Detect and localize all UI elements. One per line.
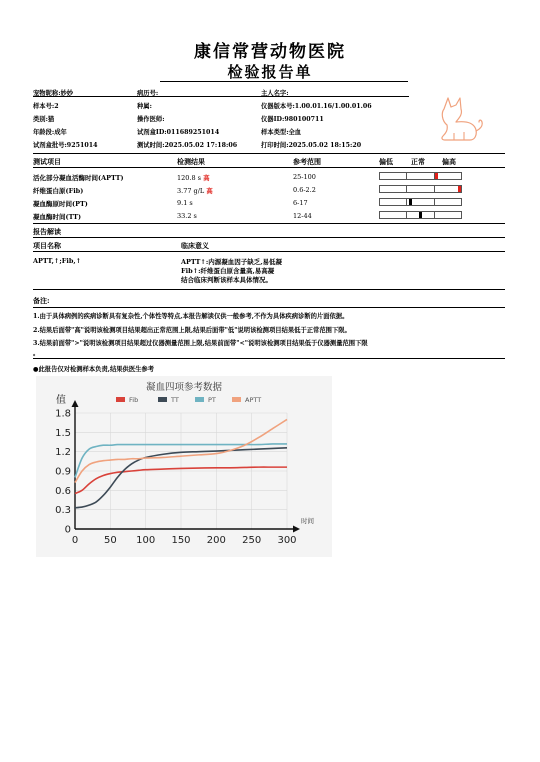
reagent-kit-id: 试剂盒ID:011689251014 — [137, 129, 220, 136]
y-tick-label: 0.9 — [55, 466, 71, 478]
row-tt-value: 33.2 s — [177, 212, 197, 220]
notes-bottom-rule — [33, 358, 505, 359]
y-tick-label: 1.2 — [55, 447, 71, 459]
x-tick-label: 300 — [277, 535, 297, 546]
y-axis-label: 值 — [56, 395, 66, 406]
x-axis-label: 时间 — [301, 517, 314, 525]
sample-number: 样本号:2 — [33, 103, 59, 110]
notes-rule — [33, 307, 505, 308]
y-tick-label: 0 — [64, 524, 71, 536]
row-fib-name: 纤维蛋白原(Fib) — [33, 187, 84, 195]
row-pt-level-bar — [379, 198, 462, 206]
disclaimer: ●此报告仅对检测样本负责,结果供医生参考 — [33, 366, 155, 373]
x-tick-label: 200 — [206, 535, 226, 546]
col-reference-range: 参考范围 — [293, 157, 321, 166]
col-low: 偏低 — [379, 157, 393, 166]
results-bottom-rule — [33, 223, 505, 224]
y-tick-label: 0.3 — [55, 505, 71, 517]
interpretation-bottom-rule — [33, 289, 505, 290]
row-aptt-level-bar — [379, 172, 462, 180]
row-fib-range: 0.6-2.2 — [293, 186, 316, 194]
hospital-name: 康信常营动物医院 — [194, 42, 346, 62]
species: 种属: — [137, 103, 152, 110]
interpretation-line: 结合临床判断该样本具体情况。 — [181, 276, 272, 284]
operating-doctor: 操作医师: — [137, 116, 165, 123]
note-line: 。 — [33, 350, 40, 357]
owner-name: 主人名字: — [261, 90, 289, 97]
firmware-version: 仪器版本号:1.00.01.16/1.00.01.06 — [261, 103, 372, 110]
row-pt-name: 凝血酶原时间(PT) — [33, 200, 88, 208]
row-tt-level-bar — [379, 211, 462, 219]
abnormal-items: APTT,↑;Fib,↑ — [33, 257, 82, 265]
row-fib-level-bar — [379, 185, 462, 193]
note-line: 3.结果前面带">"说明该检测项目结果超过仪器测量范围上限,结果前面带"<"说明该检测项目结果低于仪器测量范围下限 — [33, 340, 368, 347]
level-marker — [419, 212, 422, 218]
results-header-rule — [33, 167, 505, 168]
col-test-item: 测试项目 — [33, 157, 61, 166]
x-tick-label: 0 — [71, 535, 79, 546]
print-time: 打印时间:2025.05.02 18:15:20 — [261, 142, 362, 149]
legend-label: PT — [208, 396, 216, 404]
interpretation-header-rule — [33, 251, 505, 252]
x-tick-label: 100 — [136, 535, 156, 546]
row-pt-range: 6-17 — [293, 199, 308, 207]
row-pt-value: 9.1 s — [177, 199, 193, 207]
y-tick-label: 0.6 — [55, 485, 71, 497]
x-tick-label: 250 — [242, 535, 262, 546]
col-item-name: 项目名称 — [33, 241, 61, 250]
pet-name: 宠物昵称:妙妙 — [33, 90, 74, 97]
coagulation-chart-panel — [36, 376, 332, 557]
row-aptt-name: 活化部分凝血活酶时间(APTT) — [33, 174, 124, 182]
age-group: 年龄段:成年 — [33, 129, 67, 136]
x-tick-label: 50 — [103, 535, 117, 546]
chart-title: 凝血四项参考数据 — [145, 382, 223, 393]
row-tt-name: 凝血酶时间(TT) — [33, 213, 82, 221]
results-top-rule — [33, 153, 505, 154]
high-flag: 高 — [203, 174, 210, 182]
high-flag: 高 — [206, 187, 213, 195]
report-title: 检验报告单 — [227, 63, 313, 81]
col-normal: 正常 — [411, 157, 425, 166]
level-marker — [409, 199, 412, 205]
level-marker — [458, 186, 461, 192]
note-line: 2.结果后面带"高"说明该检测项目结果超出正常范围上限,结果后面带"低"说明该检测项目结果低于正常范围下限。 — [33, 327, 351, 334]
title-underline — [160, 81, 408, 82]
row-fib-value: 3.77 g/L 高 — [177, 187, 213, 195]
y-tick-label: 1.5 — [55, 427, 71, 439]
row-aptt-value: 120.8 s 高 — [177, 174, 210, 182]
col-result: 检测结果 — [177, 157, 205, 166]
legend-label: TT — [171, 396, 179, 404]
reagent-batch: 试剂盒批号:9251014 — [33, 142, 98, 149]
case-number: 病历号: — [137, 90, 159, 97]
category: 类别:猫 — [33, 116, 55, 123]
legend-label: APTT — [245, 396, 262, 404]
row-tt-range: 12-44 — [293, 212, 312, 220]
row-aptt-range: 25-100 — [293, 173, 316, 181]
interpretation-line: APTT↑:内源凝血因子缺乏,易低凝 — [181, 258, 282, 266]
legend-label: Fib — [129, 396, 139, 404]
col-clinical-meaning: 临床意义 — [181, 241, 209, 250]
device-id: 仪器ID:980100711 — [261, 116, 324, 123]
cat-logo-icon — [432, 95, 484, 143]
y-tick-label: 1.8 — [55, 408, 71, 420]
info-divider — [33, 96, 409, 97]
interpretation-line: Fib↑:纤维蛋白原含量高,易高凝 — [181, 267, 275, 275]
notes-title: 备注: — [33, 296, 50, 305]
sample-type: 样本类型:全血 — [261, 129, 302, 136]
coagulation-chart — [36, 376, 332, 557]
legend-swatch — [195, 397, 204, 402]
x-axis-arrow-icon — [293, 526, 300, 533]
test-time: 测试时间:2025.05.02 17:18:06 — [137, 142, 238, 149]
note-line: 1.由于具体病例的疾病诊断具有复杂性,个体性等特点,本报告解读仅供一般参考,不作为具体疾病诊断的片面依据。 — [33, 313, 349, 320]
legend-swatch — [116, 397, 125, 402]
col-high: 偏高 — [442, 157, 456, 166]
legend-swatch — [232, 397, 241, 402]
interpretation-rule — [33, 237, 505, 238]
x-tick-label: 150 — [171, 535, 191, 546]
interpretation-title: 报告解读 — [33, 227, 61, 236]
legend-swatch — [158, 397, 167, 402]
y-axis-arrow-icon — [72, 400, 79, 407]
